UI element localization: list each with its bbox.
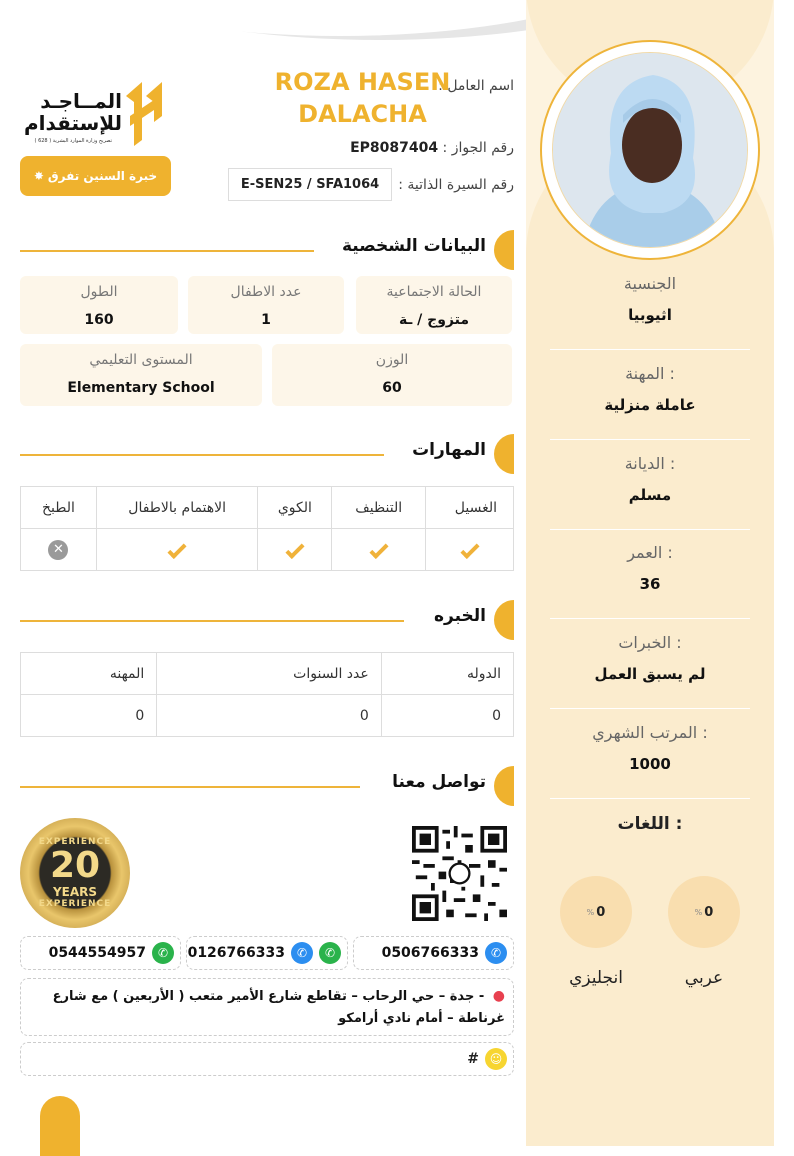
skill-cleaning: التنظيف — [332, 487, 426, 529]
worker-photo-frame — [540, 40, 760, 260]
height-value: 160 — [84, 312, 114, 328]
english-level — [560, 876, 632, 948]
education-label: المستوى التعليمي — [89, 352, 193, 368]
experience-section-header — [20, 600, 514, 640]
logo-text: المــاجـد للإستقدام — [24, 89, 122, 135]
medal-years: YEARS — [52, 885, 98, 899]
whatsapp-icon: ✆ — [319, 942, 341, 964]
religion-field — [550, 454, 750, 530]
nationality-label: الجنسية — [623, 274, 677, 293]
contact-section-header — [20, 766, 514, 806]
phone-pill-2[interactable] — [186, 936, 348, 970]
name-label: اسم العامل : — [438, 78, 514, 94]
profession-label: المهنة : — [625, 364, 675, 383]
address-text: - جدة – حي الرحاب – تقاطع شارع الأمير متعب ( الأربعين ) مع شارع غرناطة – أمام نادي أرامكو — [52, 989, 505, 1026]
children-card — [188, 276, 344, 334]
arabic-level — [668, 876, 740, 948]
personal-section-header — [20, 230, 514, 270]
experience-table — [20, 652, 514, 737]
phone-pill-1[interactable] — [353, 936, 514, 970]
section-divider — [20, 786, 360, 788]
cross-icon: ✕ — [48, 540, 68, 560]
experience-title: الخبره — [433, 606, 486, 626]
section-tab — [494, 766, 514, 806]
medal-top-text: EXPERIENCE — [38, 837, 112, 847]
snapchat-box[interactable] — [20, 1042, 514, 1076]
cv-label: رقم السيرة الذاتية : — [398, 176, 514, 193]
cell-years: 0 — [157, 695, 381, 737]
section-divider — [20, 620, 404, 622]
section-tab — [494, 600, 514, 640]
arabic-value: 0 — [704, 904, 714, 920]
skill-washing: الغسيل — [426, 487, 514, 529]
arabic-label: عربي — [684, 968, 724, 988]
skills-table — [20, 486, 514, 571]
profession-field — [550, 364, 750, 440]
skill-childcare: الاهتمام بالاطفال — [96, 487, 258, 529]
children-value: 1 — [261, 312, 271, 328]
passport-label: رقم الجواز : — [442, 140, 514, 156]
religion-label: الديانة : — [624, 454, 676, 473]
marital-label: الحالة الاجتماعية — [386, 284, 482, 300]
snapchat-icon: ☺ — [485, 1048, 507, 1070]
worker-name: ROZA HASEN DALACHA — [274, 68, 451, 128]
check-icon — [168, 539, 187, 558]
passport-line — [350, 140, 514, 156]
experience-value: لم يسبق العمل — [594, 665, 706, 683]
skills-title: المهارات — [412, 440, 486, 460]
english-unit: % — [586, 907, 595, 917]
qr-code-icon[interactable] — [412, 826, 507, 921]
snapchat-handle: # — [467, 1051, 479, 1067]
cv-value: E-SEN25 / SFA1064 — [228, 168, 392, 201]
check-icon — [285, 539, 304, 558]
cell-profession: 0 — [21, 695, 157, 737]
marital-card — [356, 276, 512, 334]
phone-number-2: 0126766333 — [187, 945, 285, 961]
skills-section-header — [20, 434, 514, 474]
languages-title: اللغات : — [617, 814, 683, 834]
worker-photo — [552, 52, 748, 248]
section-divider — [20, 250, 314, 252]
whatsapp-icon: ✆ — [152, 942, 174, 964]
badge-text: خبرة السنين تفرق — [47, 169, 158, 183]
phone-icon: ✆ — [485, 942, 507, 964]
phone-number-1: 0506766333 — [381, 945, 479, 961]
salary-field — [550, 723, 750, 799]
education-card — [20, 344, 262, 406]
phone-number-3: 0544554957 — [48, 945, 146, 961]
col-country: الدوله — [381, 653, 513, 695]
bottom-decoration-tab — [40, 1096, 80, 1156]
medal-bottom-text: EXPERIENCE — [38, 899, 112, 909]
english-value: 0 — [596, 904, 606, 920]
sparkle-icon: ✸ — [33, 169, 44, 183]
height-card — [20, 276, 178, 334]
medal-number: 20 — [49, 845, 101, 886]
contact-title: تواصل معنا — [392, 772, 486, 792]
skill-ironing: الكوي — [258, 487, 332, 529]
check-icon — [369, 539, 388, 558]
col-profession: المهنه — [21, 653, 157, 695]
phone-icon: ✆ — [291, 942, 313, 964]
logo-mark-icon — [120, 76, 168, 148]
children-label: عدد الاطفال — [230, 284, 302, 300]
experience-badge — [20, 156, 171, 196]
company-logo — [22, 76, 172, 156]
cell-country: 0 — [381, 695, 513, 737]
phone-pill-3[interactable] — [20, 936, 181, 970]
nationality-value: اثيوبيا — [628, 306, 672, 324]
height-label: الطول — [80, 284, 118, 300]
weight-card — [272, 344, 512, 406]
experience-medal — [20, 818, 130, 928]
arabic-unit: % — [694, 907, 703, 917]
age-field — [550, 543, 750, 619]
experience-field — [550, 633, 750, 709]
col-years: عدد السنوات — [157, 653, 381, 695]
section-tab — [494, 434, 514, 474]
weight-label: الوزن — [375, 352, 409, 368]
profession-value: عاملة منزلية — [604, 396, 696, 414]
address-box — [20, 978, 514, 1036]
english-label: انجليزي — [569, 968, 623, 988]
religion-value: مسلم — [628, 486, 672, 504]
salary-label: المرتب الشهري : — [592, 723, 708, 742]
section-tab — [494, 230, 514, 270]
education-value: Elementary School — [67, 380, 215, 396]
passport-value: EP8087404 — [350, 140, 439, 156]
weight-value: 60 — [382, 380, 402, 396]
skill-cooking: الطبخ — [21, 487, 97, 529]
check-icon — [460, 539, 479, 558]
section-divider — [20, 454, 384, 456]
personal-title: البيانات الشخصية — [341, 236, 486, 256]
marital-value: متزوج / ـة — [398, 312, 470, 328]
experience-label: الخبرات : — [618, 633, 682, 652]
nationality-field — [550, 274, 750, 350]
logo-subtitle: تصريح وزارة الموارد البشرية ( 628 ) — [34, 138, 112, 144]
location-pin-icon: ● — [492, 988, 505, 1004]
age-value: 36 — [639, 575, 661, 593]
cv-line — [228, 168, 514, 201]
salary-value: 1000 — [629, 755, 671, 773]
age-label: العمر : — [627, 543, 673, 562]
